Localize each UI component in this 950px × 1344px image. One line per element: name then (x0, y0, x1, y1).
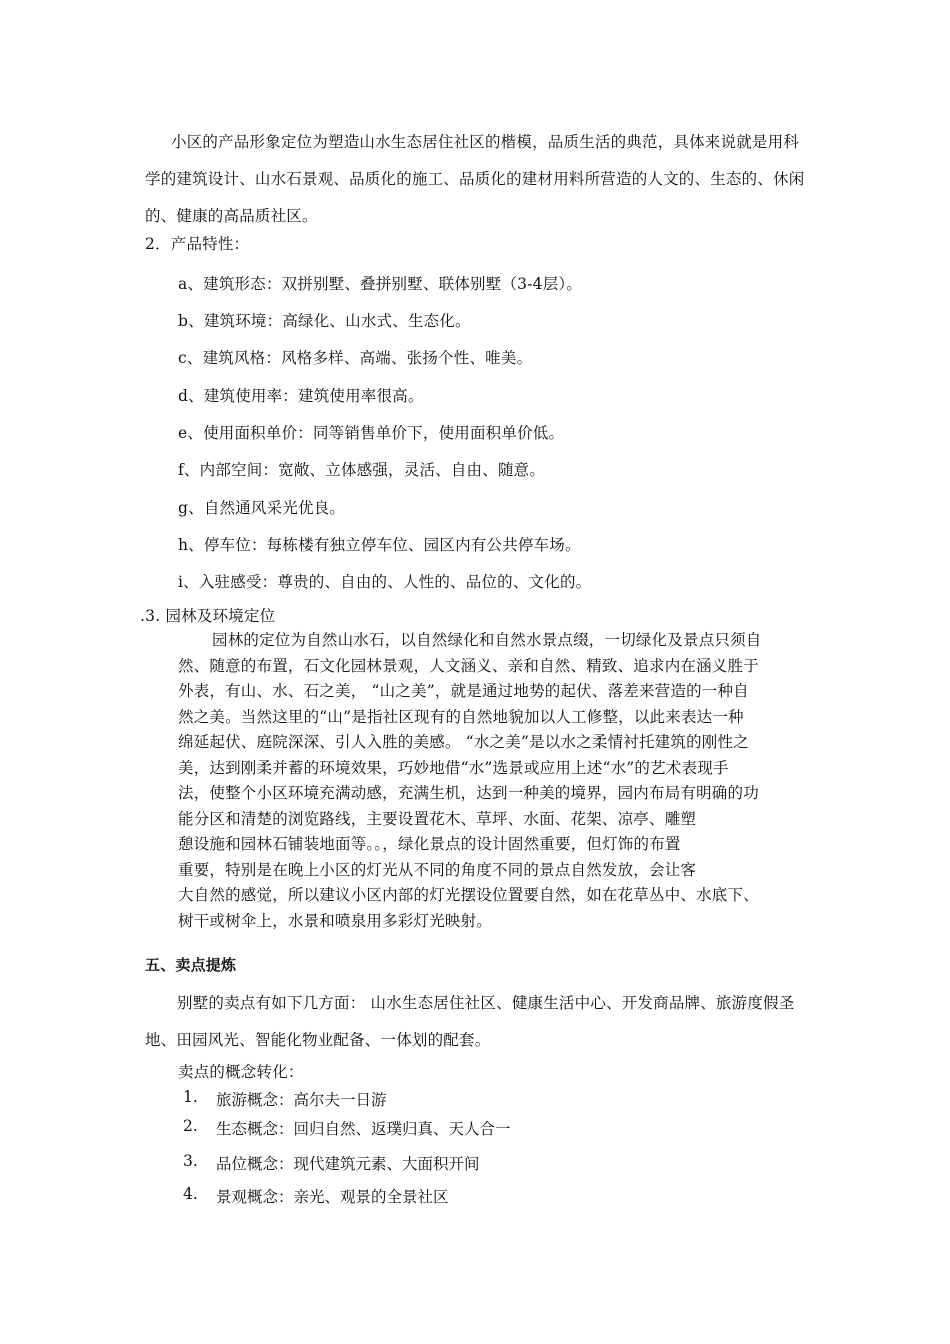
feature-item: c、建筑风格：风格多样、高端、张扬个性、唯美。 (178, 349, 533, 367)
garden-line: 能分区和清楚的浏览路线，主要设置花木、草坪、水面、花架、凉亭、雕塑 (178, 809, 697, 828)
garden-line: 然、随意的布置，石文化园林景观，人文涵义、亲和自然、精致、追求内在涵义胜于 (178, 656, 759, 675)
feature-item: d、建筑使用率：建筑使用率很高。 (178, 387, 424, 405)
feature-item: g、自然通风采光优良。 (178, 499, 346, 517)
garden-line: 重要，特别是在晚上小区的灯光从不同的角度不同的景点自然发放，会让客 (178, 860, 697, 879)
garden-line: 大自然的感觉，所以建议小区内部的灯光摆设位置要自然，如在花草丛中、水底下、 (178, 886, 759, 904)
feature-item: b、建筑环境：高绿化、山水式、生态化。 (178, 312, 471, 330)
garden-paragraph (178, 628, 814, 934)
feature-item: h、停车位：每栋楼有独立停车位、园区内有公共停车场。 (178, 536, 581, 554)
concept-text: 生态概念：回归自然、返璞归真、天人合一 (216, 1120, 511, 1138)
section-5-title: 五、卖点提炼 (145, 956, 237, 974)
feature-item: e、使用面积单价：同等销售单价下，使用面积单价低。 (178, 424, 565, 442)
concept-number: 4. (183, 1185, 198, 1203)
concept-number: 1. (183, 1088, 198, 1106)
garden-line: 绵延起伏、庭院深深、引人入胜的美感。 “水之美”是以水之柔情衬托建筑的刚性之 (178, 733, 749, 751)
concept-title: 卖点的概念转化： (178, 1063, 304, 1081)
feature-item: a、建筑形态：双拼别墅、叠拼别墅、联体别墅（3-4层）。 (178, 275, 583, 293)
concept-text: 旅游概念：高尔夫一日游 (216, 1091, 387, 1109)
garden-line: 园林的定位为自然山水石，以自然绿化和自然水景点缀，一切绿化及景点只须自 (212, 631, 762, 649)
garden-line: 然之美。当然这里的“山”是指社区现有的自然地貌加以人工修整，以此来表达一种 (178, 707, 744, 726)
garden-line: 美，达到刚柔并蓄的环境效果，巧妙地借“水”选景或应用上述“水”的艺术表现手 (178, 758, 729, 777)
feature-item: f、内部空间：宽敞、立体感强，灵活、自由、随意。 (178, 461, 546, 479)
garden-line: 法，使整个小区环境充满动感，充满生机，达到一种美的境界，园内布局有明确的功 (178, 784, 759, 802)
section-3-title: .3. 园林及环境定位 (140, 607, 276, 625)
feature-item: i、入驻感受：尊贵的、自由的、人性的、品位的、文化的。 (178, 573, 592, 591)
garden-line: 树干或树伞上，水景和喷泉用多彩灯光映射。 (178, 911, 493, 930)
concept-number: 3. (183, 1152, 198, 1170)
concept-text: 品位概念：现代建筑元素、大面积开间 (216, 1155, 480, 1173)
concept-number: 2. (183, 1117, 198, 1135)
garden-line: 外表，有山、水、石之美， “山之美”，就是通过地势的起伏、落差来营造的一种自 (178, 682, 749, 700)
section-2-title: 2．产品特性： (145, 235, 250, 253)
garden-line: 憩设施和园林石铺装地面等。。，绿化景点的设计固然重要，但灯饰的布置 (178, 835, 681, 853)
intro-paragraph: 小区的产品形象定位为塑造山水生态居住社区的楷模，品质生活的典范，具体来说就是用科学的建筑设计、山水石景观、品质化的施工、品质化的建材用料所营造的人文的、生态的、休闲的、健康的高品质社区。 (145, 133, 805, 225)
concept-text: 景观概念：亲光、观景的全景社区 (216, 1188, 449, 1206)
selling-points-paragraph: 别墅的卖点有如下几方面： 山水生态居住社区、健康生活中心、开发商品牌、旅游度假圣地、田园风光、智能化物业配备、一体划的配套。 (145, 994, 795, 1049)
